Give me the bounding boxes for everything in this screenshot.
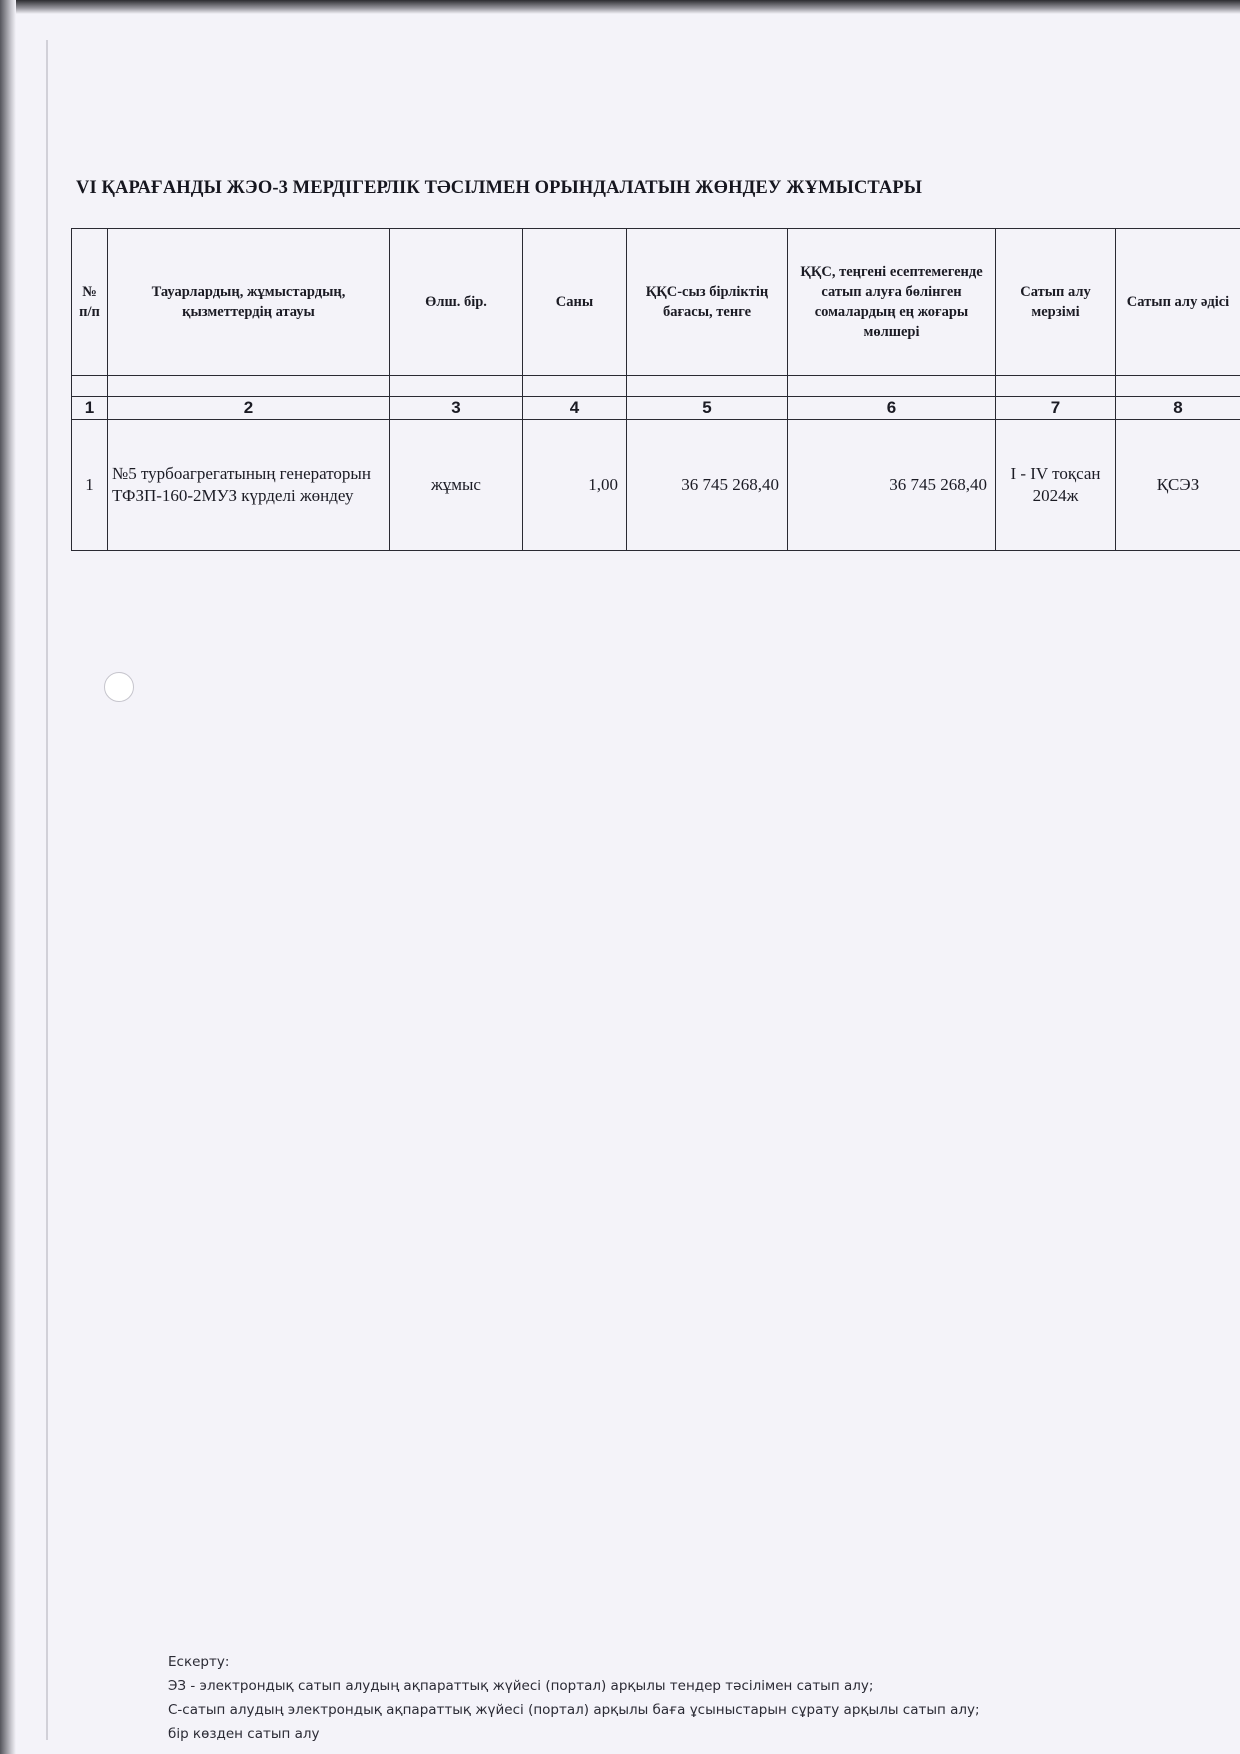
header-qty: Саны [523,229,627,376]
scan-edge-left [0,0,16,1754]
column-number-row [72,397,1240,420]
cell-method: ҚСЭЗ [1116,420,1240,551]
section-title: VI ҚАРАҒАНДЫ ЖЭО-3 МЕРДІГЕРЛІК ТӘСІЛМЕН ОРЫНДАЛАТЫН ЖӨНДЕУ ЖҰМЫСТАРЫ [76,178,923,198]
cell-unit-price: 36 745 268,40 [627,420,788,551]
spacer-cell [523,376,627,397]
column-number: 8 [1116,397,1240,420]
spacer-cell [788,376,996,397]
header-total: ҚҚС, теңгені есептемегенде сатып алуға бөлінген сомалардың ең жоғары мөлшері [788,229,996,376]
column-number: 6 [788,397,996,420]
column-number: 2 [108,397,390,420]
header-unit: Өлш. бір. [390,229,523,376]
cell-name: №5 турбоагрегатының генераторын ТФЗП-160-2МУЗ күрделі жөндеу [108,420,390,551]
footnote-line: С-сатып алудың электрондық ақпараттық жүйесі (портал) арқылы баға ұсыныстарын сұрату арқылы сатып алу; [168,1702,980,1718]
column-number: 3 [390,397,523,420]
cell-unit: жұмыс [390,420,523,551]
header-period: Сатып алу мерзімі [996,229,1116,376]
spacer-cell [627,376,788,397]
header-row [72,229,1240,376]
footnotes [168,1650,980,1746]
footnote-line: ЭЗ - электрондық сатып алудың ақпараттық жүйесі (портал) арқылы тендер тәсілімен сатып алу; [168,1678,874,1694]
cell-no: 1 [72,420,108,551]
spacer-cell [996,376,1116,397]
column-number: 1 [72,397,108,420]
procurement-table [71,228,1240,551]
cell-qty: 1,00 [523,420,627,551]
header-name: Тауарлардың, жұмыстардың, қызметтердің атауы [108,229,390,376]
spacer-cell [1116,376,1240,397]
cell-period: I - IV тоқсан 2024ж [996,420,1116,551]
column-number: 5 [627,397,788,420]
header-no: № п/п [72,229,108,376]
header-method: Сатып алу әдісі [1116,229,1240,376]
footnote-title: Ескерту: [168,1654,230,1670]
spacer-cell [390,376,523,397]
cell-total: 36 745 268,40 [788,420,996,551]
header-unit-price: ҚҚС-сыз бірліктің бағасы, тенге [627,229,788,376]
punch-hole [104,672,134,702]
column-number: 7 [996,397,1116,420]
spacer-row [72,376,1240,397]
spacer-cell [72,376,108,397]
scan-edge-top [0,0,1240,14]
table-row [72,420,1240,551]
spacer-cell [108,376,390,397]
column-number: 4 [523,397,627,420]
footnote-line: бір көзден сатып алу [168,1726,320,1742]
